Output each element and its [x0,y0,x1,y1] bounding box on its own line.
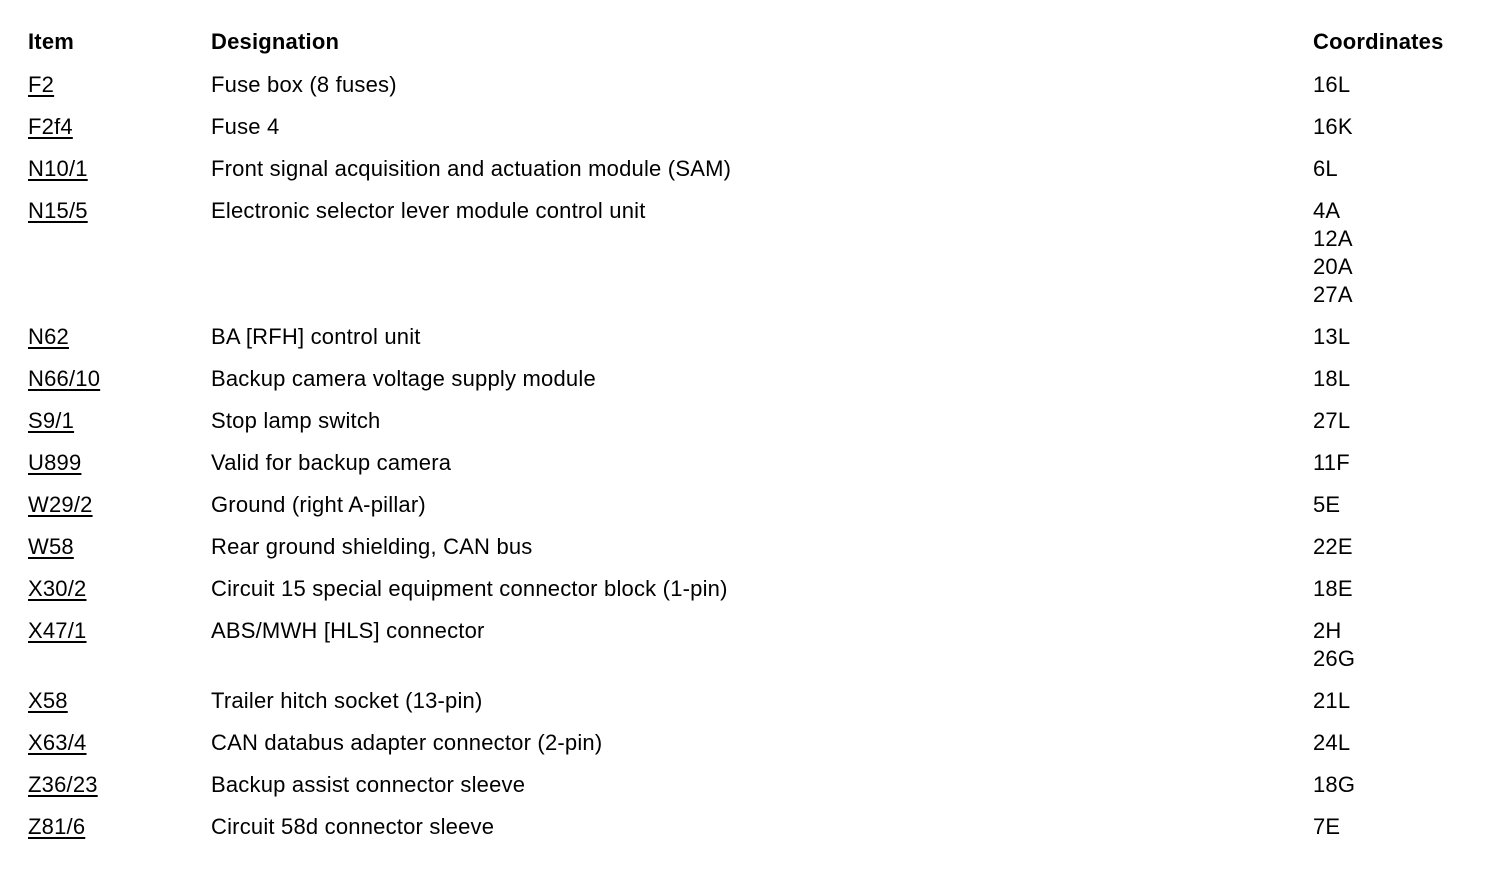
table-row [28,533,1473,575]
coordinate-value: 16L [1313,72,1351,97]
coordinate-value: 6L [1313,156,1338,181]
item-cell [28,323,211,365]
coordinates-cell [1313,687,1473,729]
coordinate-value: 18L [1313,366,1351,391]
coordinate-value: 27A [1313,282,1353,307]
header-item: Item [28,29,75,54]
coordinates-cell [1313,575,1473,617]
coordinate-value: 11F [1313,450,1350,475]
designation-cell: CAN databus adapter connector (2-pin) [211,730,603,755]
item-cell [28,71,211,113]
coordinate-value: 27L [1313,408,1351,433]
item-link[interactable]: N10/1 [28,156,88,181]
item-cell [28,407,211,449]
designation-cell: BA [RFH] control unit [211,324,421,349]
table-row [28,813,1473,855]
item-link[interactable]: U899 [28,450,82,475]
coordinates-cell [1313,71,1473,113]
coordinates-cell [1313,197,1473,323]
coordinates-cell [1313,813,1473,855]
coordinates-cell [1313,323,1473,365]
table-row [28,197,1473,323]
designation-cell: Fuse 4 [211,114,280,139]
designation-cell: ABS/MWH [HLS] connector [211,618,485,643]
table-row [28,729,1473,771]
item-cell [28,771,211,813]
parts-table [28,28,1473,855]
item-link[interactable]: S9/1 [28,408,75,433]
coordinates-cell [1313,155,1473,197]
coordinate-value: 20A [1313,254,1353,279]
item-cell [28,491,211,533]
table-row [28,575,1473,617]
designation-cell: Circuit 15 special equipment connector block (1-pin) [211,576,728,601]
designation-cell: Ground (right A-pillar) [211,492,426,517]
coordinates-cell [1313,491,1473,533]
designation-cell: Circuit 58d connector sleeve [211,814,495,839]
coordinate-value: 2H [1313,618,1342,643]
coordinate-value: 7E [1313,814,1341,839]
item-link[interactable]: W29/2 [28,492,93,517]
coordinate-value: 12A [1313,226,1353,251]
item-cell [28,113,211,155]
designation-cell: Backup assist connector sleeve [211,772,526,797]
coordinate-value: 18E [1313,576,1353,601]
coordinates-cell [1313,533,1473,575]
designation-cell: Stop lamp switch [211,408,381,433]
item-cell [28,575,211,617]
item-link[interactable]: X30/2 [28,576,87,601]
item-cell [28,155,211,197]
table-row [28,771,1473,813]
item-link[interactable]: N66/10 [28,366,101,391]
item-link[interactable]: N15/5 [28,198,88,223]
table-row [28,71,1473,113]
item-link[interactable]: Z81/6 [28,814,86,839]
table-row [28,407,1473,449]
table-row [28,113,1473,155]
designation-cell: Front signal acquisition and actuation module (SAM) [211,156,732,181]
table-body [28,71,1473,855]
item-cell [28,813,211,855]
designation-cell: Valid for backup camera [211,450,452,475]
item-link[interactable]: F2f4 [28,114,73,139]
item-cell [28,687,211,729]
coordinates-cell [1313,729,1473,771]
item-cell [28,729,211,771]
table-row [28,155,1473,197]
item-link[interactable]: X63/4 [28,730,87,755]
coordinate-value: 22E [1313,534,1353,559]
item-link[interactable]: Z36/23 [28,772,98,797]
coordinates-cell [1313,365,1473,407]
coordinate-value: 13L [1313,324,1351,349]
table-row [28,449,1473,491]
designation-cell: Electronic selector lever module control unit [211,198,646,223]
designation-cell: Trailer hitch socket (13-pin) [211,688,483,713]
item-link[interactable]: X58 [28,688,68,713]
item-cell [28,617,211,687]
coordinate-value: 24L [1313,730,1351,755]
coordinate-value: 21L [1313,688,1351,713]
coordinate-value: 4A [1313,198,1341,223]
table-row [28,687,1473,729]
designation-cell: Fuse box (8 fuses) [211,72,397,97]
coordinate-value: 18G [1313,772,1356,797]
designation-cell: Rear ground shielding, CAN bus [211,534,533,559]
table-row [28,491,1473,533]
coordinates-cell [1313,617,1473,687]
item-link[interactable]: X47/1 [28,618,87,643]
header-coordinates: Coordinates [1313,29,1444,54]
item-cell [28,197,211,323]
table-header [28,28,1473,71]
coordinate-value: 5E [1313,492,1341,517]
table-row [28,365,1473,407]
coordinate-value: 16K [1313,114,1353,139]
coordinates-cell [1313,449,1473,491]
table-row [28,617,1473,687]
coordinates-cell [1313,407,1473,449]
coordinates-cell [1313,771,1473,813]
coordinates-cell [1313,113,1473,155]
header-row [28,28,1473,71]
coordinate-value: 26G [1313,646,1356,671]
item-cell [28,449,211,491]
item-cell [28,365,211,407]
item-link[interactable]: N62 [28,324,69,349]
item-link[interactable]: F2 [28,72,55,97]
item-link[interactable]: W58 [28,534,74,559]
item-cell [28,533,211,575]
header-designation: Designation [211,29,340,54]
table-row [28,323,1473,365]
designation-cell: Backup camera voltage supply module [211,366,596,391]
